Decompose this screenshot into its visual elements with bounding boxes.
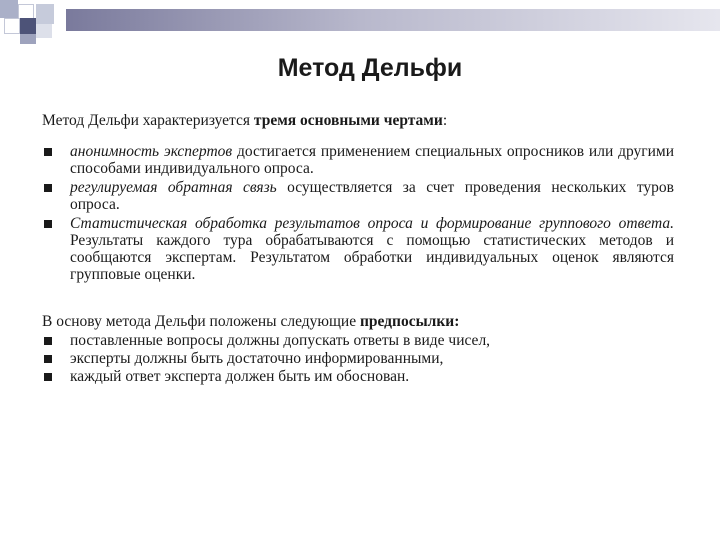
intro-bold: тремя основными чертами	[253, 112, 443, 129]
header-decoration-bar	[66, 9, 720, 31]
premises-section	[42, 313, 674, 385]
premise-text: поставленные вопросы должны допускать ответы в виде чисел,	[70, 332, 491, 349]
decor-square	[4, 18, 20, 34]
features-list	[42, 143, 674, 283]
slide-title: Метод Дельфи	[277, 54, 463, 82]
list-item	[42, 350, 674, 367]
premises-intro-text: В основу метода Дельфи положены следующие	[42, 313, 360, 330]
decor-square	[20, 18, 36, 34]
intro-paragraph	[42, 112, 674, 129]
premise-text: эксперты должны быть достаточно информированными,	[70, 350, 444, 367]
feature-text: Результаты каждого тура обрабатываются с помощью статистических методов и сообщаются экспертам. Результатом обработки индивидуальных оценок являются групповые оценки.	[70, 232, 674, 283]
feature-text: осуществляется за счет проведения нескольких туров опроса.	[70, 179, 674, 213]
feature-term: регулируемая обратная связь	[70, 179, 277, 196]
list-item	[42, 215, 674, 283]
list-item	[42, 143, 674, 177]
intro-tail: :	[442, 112, 448, 129]
slide-body	[42, 112, 674, 386]
list-item	[42, 332, 674, 349]
feature-text: достигается применением специальных опросников или другими способами индивидуального опроса.	[70, 143, 675, 177]
decor-square	[20, 34, 36, 44]
premises-intro-bold: предпосылки:	[359, 313, 460, 330]
square-bullet-icon	[44, 220, 52, 228]
premise-text: каждый ответ эксперта должен быть им обоснован.	[70, 368, 410, 385]
square-bullet-icon	[44, 373, 52, 381]
decor-square	[36, 24, 52, 38]
feature-term: Статистическая обработка результатов опроса и формирование группового ответа.	[70, 215, 674, 232]
square-bullet-icon	[44, 337, 52, 345]
list-item	[42, 179, 674, 213]
feature-term: анонимность экспертов	[70, 143, 233, 160]
intro-text: Метод Дельфи характеризуется	[42, 112, 254, 129]
premises-list	[42, 332, 674, 385]
decor-square	[36, 4, 54, 24]
list-item	[42, 368, 674, 385]
decor-square	[0, 0, 18, 18]
square-bullet-icon	[44, 184, 52, 192]
square-bullet-icon	[44, 355, 52, 363]
premises-intro	[42, 313, 674, 330]
square-bullet-icon	[44, 148, 52, 156]
